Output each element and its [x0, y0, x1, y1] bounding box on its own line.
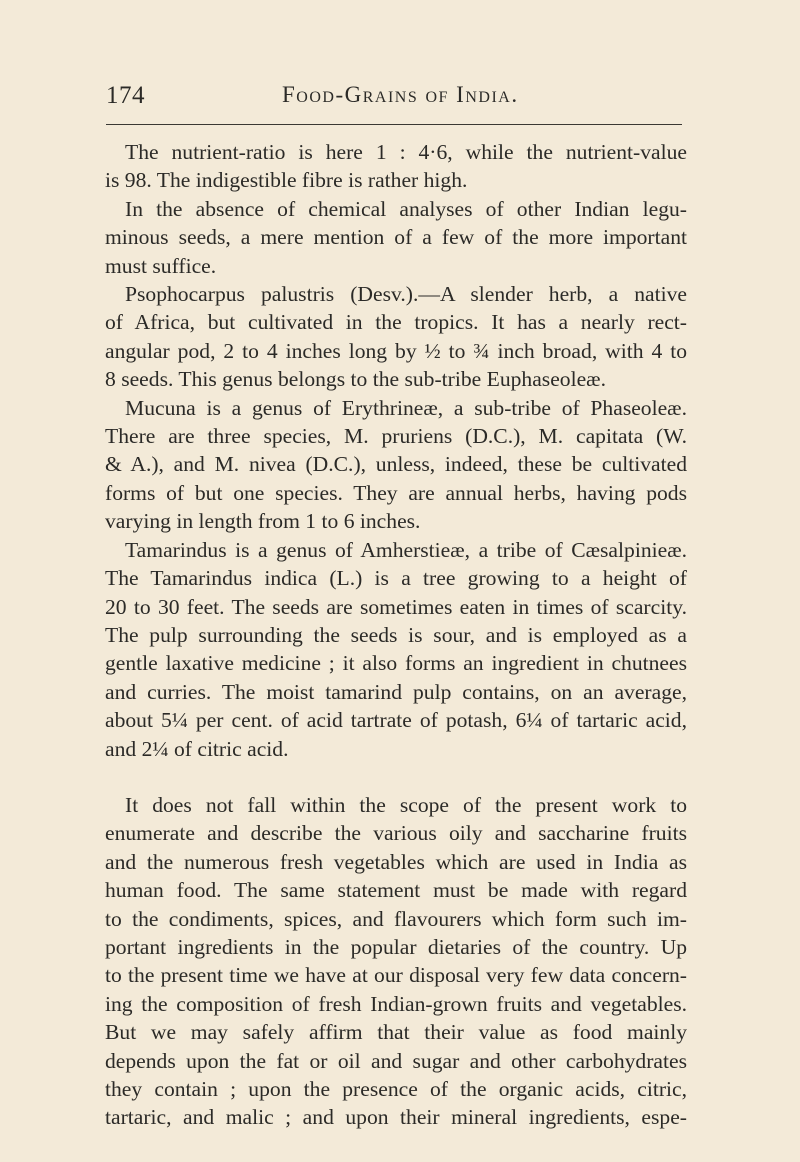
text-line: must suffice.: [105, 253, 217, 278]
text-line: about 5¼ per cent. of acid tartrate of potash, 6¼ of tartaric acid,: [105, 708, 687, 733]
body-text: [105, 138, 687, 1132]
text-line: The pulp surrounding the seeds is sour, and is employed as a: [105, 622, 687, 647]
text-line: varying in length from 1 to 6 inches.: [105, 509, 421, 534]
paragraph: [105, 394, 687, 536]
text-line: & A.), and M. nivea (D.C.), unless, indeed, these be cultivated: [105, 452, 687, 477]
text-line: and curries. The moist tamarind pulp contains, on an average,: [105, 679, 687, 704]
text-line: forms of but one species. They are annual herbs, having pods: [105, 480, 687, 505]
paragraph: [105, 280, 687, 394]
text-line: enumerate and describe the various oily and saccharine fruits: [105, 821, 687, 846]
text-line: Psophocarpus palustris (Desv.).—A slender herb, a native: [125, 282, 687, 307]
page-number: 174: [106, 82, 145, 109]
text-line: The Tamarindus indica (L.) is a tree growing to a height of: [105, 566, 687, 591]
text-line: portant ingredients in the popular dietaries of the country. Up: [105, 934, 687, 959]
header-rule: [106, 124, 682, 125]
text-line: and 2¼ of citric acid.: [105, 736, 289, 761]
text-line: minous seeds, a mere mention of a few of the more important: [105, 225, 687, 250]
text-line: In the absence of chemical analyses of other Indian legu-: [125, 196, 687, 221]
text-line: is 98. The indigestible fibre is rather high.: [105, 168, 468, 193]
text-line: 20 to 30 feet. The seeds are sometimes eaten in times of scarcity.: [105, 594, 687, 619]
text-line: to the condiments, spices, and flavourers which form such im-: [105, 906, 687, 931]
running-title: Food-Grains of India.: [282, 82, 519, 107]
text-line: depends upon the fat or oil and sugar and other carbohydrates: [105, 1048, 687, 1073]
text-line: gentle laxative medicine ; it also forms an ingredient in chutnees: [105, 651, 687, 676]
text-line: angular pod, 2 to 4 inches long by ½ to ¾ inch broad, with 4 to: [105, 338, 687, 363]
text-line: The nutrient-ratio is here 1 : 4·6, while the nutrient-value: [125, 140, 687, 164]
text-line: and the numerous fresh vegetables which are used in India as: [105, 849, 687, 874]
paragraph: [105, 138, 687, 195]
text-line: It does not fall within the scope of the present work to: [125, 792, 687, 817]
text-line: 8 seeds. This genus belongs to the sub-tribe Euphaseoleæ.: [105, 367, 606, 392]
text-line: tartaric, and malic ; and upon their mineral ingredients, espe-: [105, 1105, 687, 1130]
text-line: There are three species, M. pruriens (D.C.), M. capitata (W.: [105, 424, 687, 449]
text-line: Tamarindus is a genus of Amherstieæ, a tribe of Cæsalpinieæ.: [125, 537, 687, 562]
text-line: human food. The same statement must be made with regard: [105, 878, 687, 903]
text-line: Mucuna is a genus of Erythrineæ, a sub-tribe of Phaseoleæ.: [125, 395, 687, 420]
text-line: But we may safely affirm that their value as food mainly: [105, 1020, 687, 1045]
paragraph: [105, 536, 687, 763]
paragraph: [105, 791, 687, 1132]
text-line: they contain ; upon the presence of the organic acids, citric,: [105, 1077, 687, 1101]
paragraph-gap: [105, 763, 687, 791]
paragraph: [105, 195, 687, 280]
text-line: to the present time we have at our disposal very few data concern-: [105, 963, 687, 988]
text-line: of Africa, but cultivated in the tropics. It has a nearly rect-: [105, 310, 687, 335]
page-header: [106, 82, 676, 122]
text-line: ing the composition of fresh Indian-grown fruits and vegetables.: [105, 991, 687, 1016]
